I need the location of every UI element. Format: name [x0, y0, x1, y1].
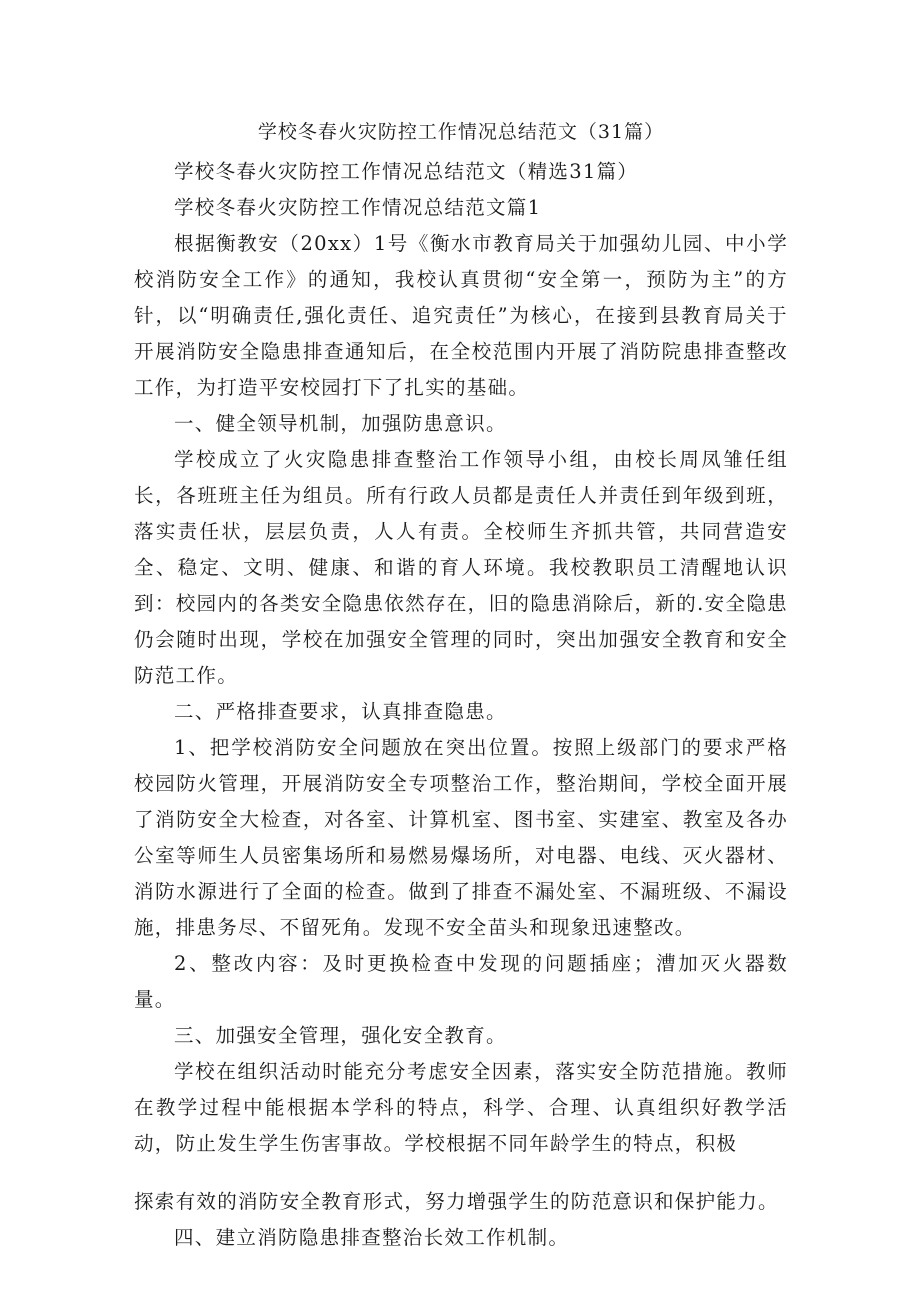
paragraph-inspection: 1、把学校消防安全问题放在突出位置。按照上级部门的要求严格校园防火管理，开展消防安全专项整治工作，整治期间，学校全面开展了消防安全大检查，对各室、计算机室、图书室、实建室、教室及各办公室等师生人员密集场所和易燃易爆场所，对电器、电线、灭火器材、消防水源进行了全面的检查。做到了排查不漏处室、不漏班级、不漏设施，排患务尽、不留死角。发现不安全苗头和现象迅速整改。 [134, 736, 788, 939]
heading-section-4: 四、建立消防隐患排查整治长效工作机制。 [174, 1226, 570, 1249]
heading-section-3: 三、加强安全管理，强化安全教育。 [174, 1024, 507, 1047]
paragraph-continued: 探索有效的消防安全教育形式，努力增强学生的防范意识和保护能力。 [134, 1190, 779, 1213]
section-heading-article-1: 学校冬春火灾防控工作情况总结范文篇1 [174, 196, 542, 219]
paragraph-safety-education: 学校在组织活动时能充分考虑安全因素，落实安全防范措施。教师在教学过程中能根据本学科的特点，科学、合理、认真组织好教学活动，防止发生学生伤害事故。学校根据不同年龄学生的特点，积极 [134, 1060, 788, 1155]
paragraph-intro: 根据衡教安（20xx）1号《衡水市教育局关于加强幼儿园、中小学校消防安全工作》的通知，我校认真贯彻“安全第一，预防为主”的方针，以“明确责任,强化责任、追究责任”为核心，在接到县教育局关于开展消防安全隐患排查通知后，在全校范围内开展了消防院患排查整改工作，为打造平安校园打下了扎实的基础。 [134, 232, 788, 399]
paragraph-rectification: 2、整改内容：及时更换检查中发现的问题插座；漕加灭火器数量。 [134, 952, 788, 1011]
document-title: 学校冬春火灾防控工作情况总结范文（31篇） [257, 121, 665, 143]
subtitle: 学校冬春火灾防控工作情况总结范文（精选31篇） [174, 160, 639, 183]
heading-section-1: 一、健全领导机制，加强防患意识。 [174, 412, 507, 435]
page-break-gap [134, 1162, 788, 1184]
heading-section-2: 二、严格排查要求，认真排查隐患。 [174, 700, 507, 723]
paragraph-leadership: 学校成立了火灾隐患排查整治工作领导小组，由校长周凤雏任组长，各班班主任为组员。所有行政人员都是责任人并责任到年级到班，落实责任状，层层负责，人人有责。全校师生齐抓共管，共同营造安全、稳定、文明、健康、和谐的育人环境。我校教职员工清醒地认识到：校园内的各类安全隐患依然存在，旧的隐患消除后，新的.安全隐患仍会随时出现，学校在加强安全管理的同时，突出加强安全教育和安全防范工作。 [134, 448, 788, 687]
document-body [134, 154, 788, 1256]
